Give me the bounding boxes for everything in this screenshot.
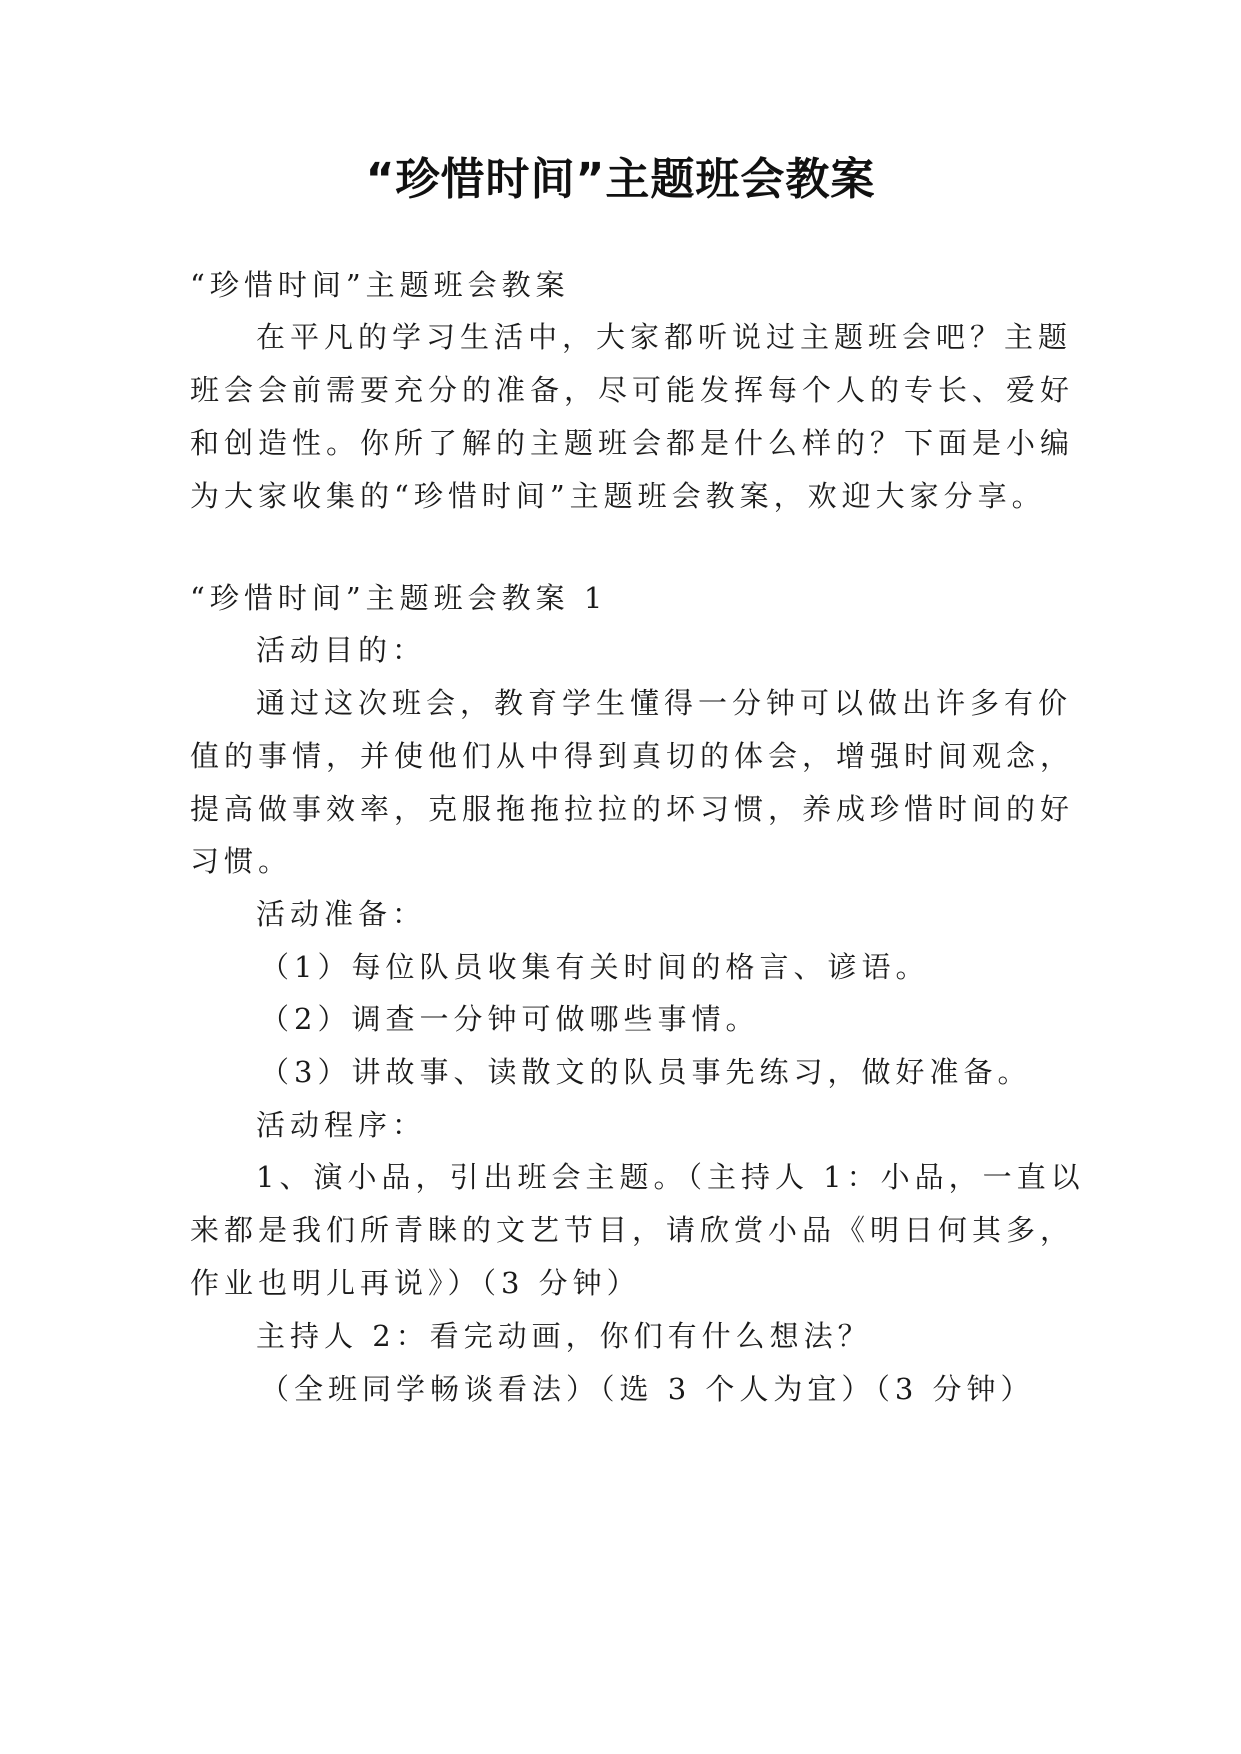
section-heading: “珍惜时间”主题班会教案 <box>190 268 570 302</box>
paragraph-line: 1、演小品，引出班会主题。（主持人 1：小品，一直以 <box>256 1160 1085 1194</box>
document-title: “珍惜时间”主题班会教案 <box>365 154 876 205</box>
paragraph-line: 班会会前需要充分的准备，尽可能发挥每个人的专长、爱好 <box>190 373 1075 407</box>
paragraph-line: 通过这次班会，教育学生懂得一分钟可以做出许多有价 <box>256 686 1073 720</box>
paragraph-line: 和创造性。你所了解的主题班会都是什么样的？下面是小编 <box>190 426 1075 460</box>
subheading: 活动目的： <box>256 633 427 667</box>
paragraph-line: 提高做事效率，克服拖拖拉拉的坏习惯，养成珍惜时间的好 <box>190 792 1075 826</box>
subheading: 活动准备： <box>256 897 427 931</box>
list-item: （3）讲故事、读散文的队员事先练习，做好准备。 <box>260 1055 1032 1089</box>
paragraph-line: 值的事情，并使他们从中得到真切的体会，增强时间观念， <box>190 739 1075 773</box>
list-item: （2）调查一分钟可做哪些事情。 <box>260 1002 760 1036</box>
paragraph-line: 在平凡的学习生活中，大家都听说过主题班会吧？主题 <box>256 320 1073 354</box>
paragraph-line: 习惯。 <box>190 844 293 878</box>
paragraph-line: 主持人 2：看完动画，你们有什么想法？ <box>256 1319 872 1353</box>
section-heading: “珍惜时间”主题班会教案 1 <box>190 581 608 615</box>
paragraph-line: 来都是我们所青睐的文艺节目，请欣赏小品《明日何其多， <box>190 1213 1075 1247</box>
paragraph-line: （全班同学畅谈看法）（选 3 个人为宜）（3 分钟） <box>260 1372 1035 1406</box>
subheading: 活动程序： <box>256 1108 427 1142</box>
list-item: （1）每位队员收集有关时间的格言、谚语。 <box>260 950 930 984</box>
paragraph-line: 为大家收集的“珍惜时间”主题班会教案，欢迎大家分享。 <box>190 479 1046 513</box>
paragraph-line: 作业也明儿再说》）（3 分钟） <box>190 1266 641 1300</box>
